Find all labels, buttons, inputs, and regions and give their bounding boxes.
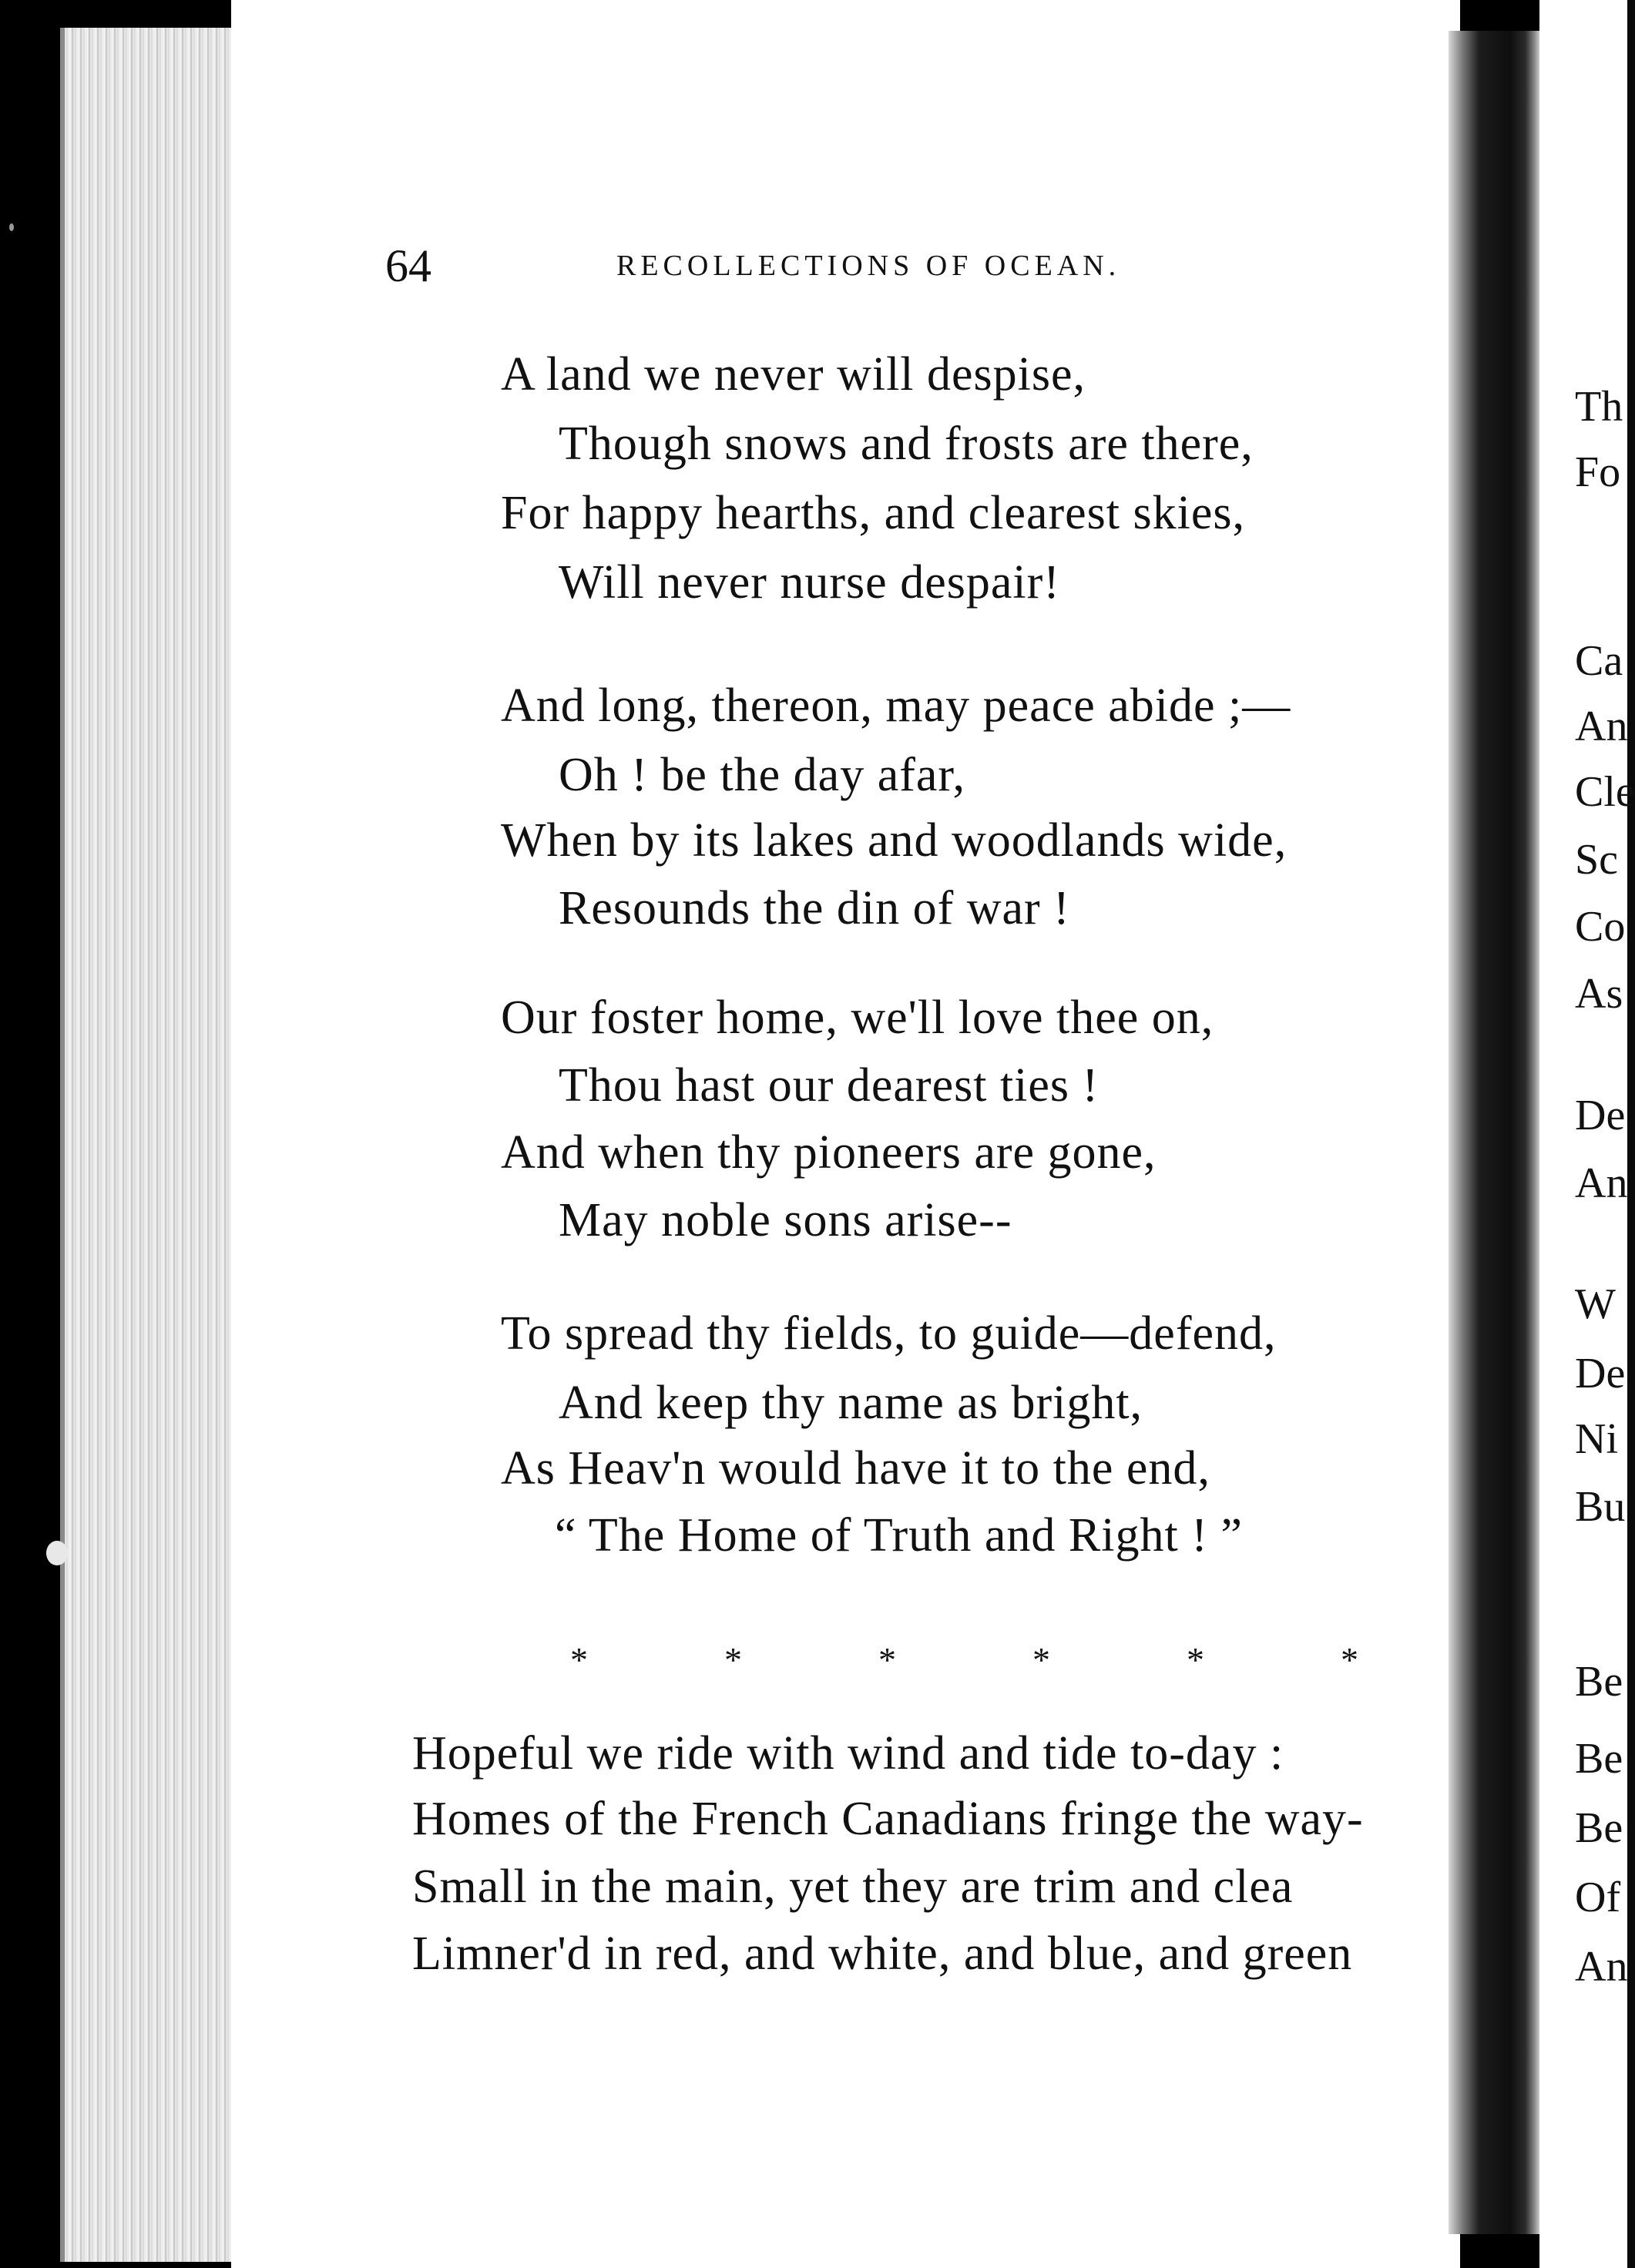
facing-page <box>1539 0 1635 2268</box>
facing-page-fragment: Fo <box>1575 448 1621 496</box>
verse-line: And long, thereon, may peace abide ;— <box>501 679 1291 732</box>
prose-line: Small in the main, yet they are trim and clea <box>412 1860 1294 1913</box>
facing-page-fragment: As <box>1575 970 1623 1018</box>
separator-star: * <box>1187 1640 1204 1679</box>
verse-line: Thou hast our dearest ties ! <box>559 1059 1100 1112</box>
verse-line: When by its lakes and woodlands wide, <box>501 814 1288 867</box>
verse-line: As Heav'n would have it to the end, <box>501 1442 1210 1495</box>
page-edges <box>60 28 237 2262</box>
verse-line: Oh ! be the day afar, <box>559 749 966 801</box>
facing-page-fragment: An <box>1575 703 1628 750</box>
verse-line: For happy hearths, and clearest skies, <box>501 487 1246 539</box>
separator-star: * <box>878 1640 896 1679</box>
facing-page-fragment: Bu <box>1575 1483 1626 1531</box>
separator-star: * <box>1032 1640 1050 1679</box>
running-title: RECOLLECTIONS OF OCEAN. <box>616 250 1121 282</box>
section-separator <box>231 1637 1460 1683</box>
prose-line: Limner'd in red, and white, and blue, and green <box>412 1927 1353 1980</box>
facing-page-fragment: Co <box>1575 903 1626 951</box>
verse-line: And keep thy name as bright, <box>559 1377 1143 1429</box>
separator-star: * <box>1341 1640 1358 1679</box>
verse-line: “ The Home of Truth and Right ! ” <box>555 1509 1243 1562</box>
verse-line: To spread thy fields, to guide—defend, <box>501 1307 1277 1360</box>
facing-page-fragment: Cle <box>1575 768 1635 816</box>
verse-line: Will never nurse despair! <box>559 556 1060 609</box>
separator-star: * <box>724 1640 742 1679</box>
facing-page-fragment: Sc <box>1575 836 1618 884</box>
book-page <box>231 0 1460 2268</box>
facing-page-fragment: Ni <box>1575 1415 1618 1463</box>
facing-page-fragment: Of <box>1575 1874 1621 1921</box>
facing-page-fragment: Be <box>1575 1735 1623 1783</box>
scan-speck <box>9 223 14 231</box>
verse-line: And when thy pioneers are gone, <box>501 1126 1157 1179</box>
facing-page-fragment: Be <box>1575 1804 1623 1852</box>
facing-page-fragment: Be <box>1575 1658 1623 1706</box>
facing-page-fragment: An <box>1575 1159 1628 1207</box>
verse-line: Our foster home, we'll love thee on, <box>501 991 1214 1044</box>
verse-line: Resounds the din of war ! <box>559 882 1070 934</box>
scan-speck <box>46 1541 68 1565</box>
prose-line: Hopeful we ride with wind and tide to-day : <box>412 1727 1284 1780</box>
verse-line: A land we never will despise, <box>501 348 1086 401</box>
facing-page-fragment: W <box>1575 1280 1616 1328</box>
facing-page-fragment: De <box>1575 1350 1626 1397</box>
facing-page-fragment: De <box>1575 1092 1626 1139</box>
facing-page-fragment: Th <box>1575 383 1623 431</box>
facing-page-fragment: An <box>1575 1943 1628 1991</box>
separator-star: * <box>570 1640 588 1679</box>
verse-line: May noble sons arise-- <box>559 1194 1012 1246</box>
book-gutter <box>1449 31 1541 2234</box>
facing-page-fragment: Ca <box>1575 637 1623 685</box>
prose-line: Homes of the French Canadians fringe the way- <box>412 1793 1364 1845</box>
verse-line: Though snows and frosts are there, <box>559 418 1254 470</box>
page-number: 64 <box>385 240 431 291</box>
page-header <box>231 235 1460 297</box>
